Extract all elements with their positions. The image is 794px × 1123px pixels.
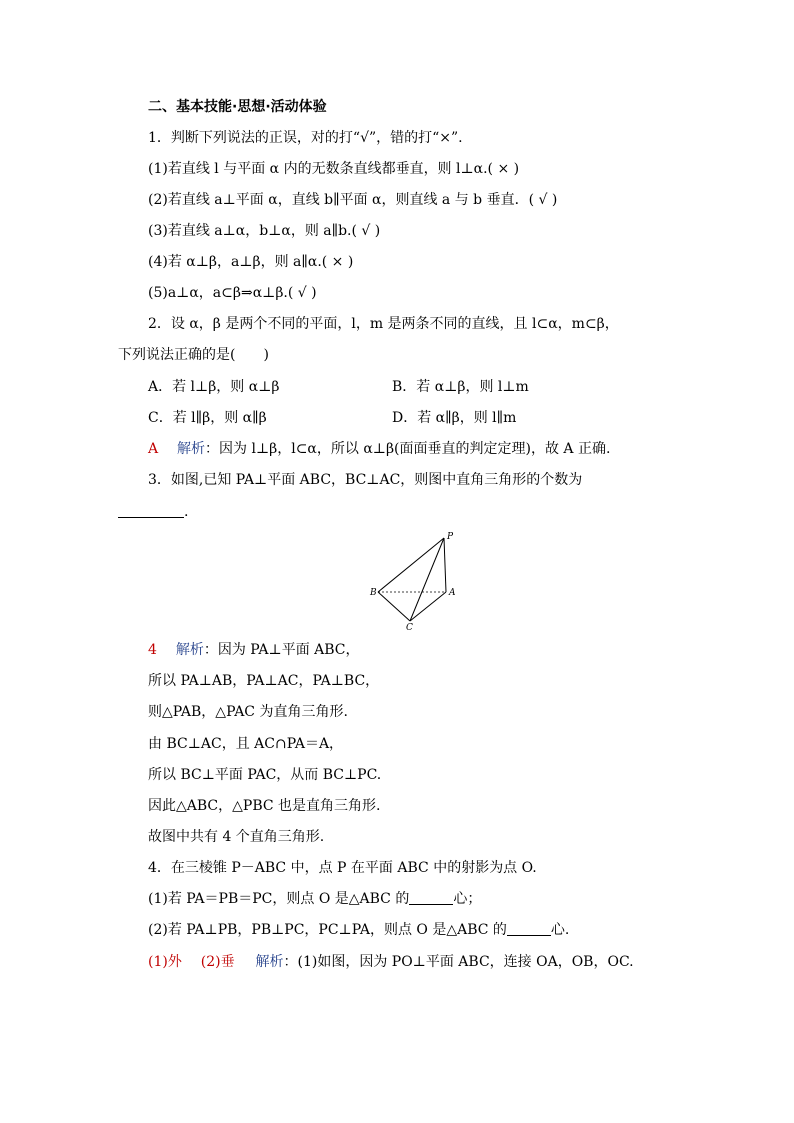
q4-answer-1: (1)外 [148,954,182,970]
edge-pa [444,538,446,592]
q4-part-2 [148,921,569,939]
q2-option-d: D．若 α∥β，则 l∥m [392,410,517,426]
q1-item-4: (4)若 α⊥β，a⊥β，则 a∥α.( × ) [148,254,354,270]
q4-part-2-blank [507,921,551,936]
section-heading: 二、基本技能·思想·活动体验 [148,99,327,115]
q1-item-1: (1)若直线 l 与平面 α 内的无数条直线都垂直，则 l⊥α.( × ) [148,161,520,177]
pyramid-figure [366,530,466,634]
q2-option-b: B．若 α⊥β，则 l⊥m [392,379,529,395]
q4-part-1-suffix: 心； [453,891,482,907]
q4-analysis-label: 解析 [255,954,284,970]
vertex-label-c: C [406,623,413,633]
vertex-label-a: A [449,588,456,598]
q4-part-1-blank [409,890,453,905]
q3-answer: 4 [148,642,157,658]
q2-option-c: C．若 l∥β，则 α∥β [148,410,267,426]
q3-stem-end: . [184,504,189,520]
q3-answer-blank [118,503,184,518]
q3-analysis-line-7: 故图中共有 4 个直角三角形. [148,829,325,845]
q4-part-2-suffix: 心. [550,922,570,938]
q1-item-2: (2)若直线 a⊥平面 α，直线 b∥平面 α，则直线 a 与 b 垂直．( √ ) [148,192,558,208]
q2-analysis-text: ：因为 l⊥β，l⊂α，所以 α⊥β(面面垂直的判定定理)，故 A 正确. [205,441,611,457]
q2-stem-line1: 2．设 α，β 是两个不同的平面，l，m 是两条不同的直线，且 l⊂α，m⊂β， [148,316,619,332]
q4-stem: 4．在三棱锥 P－ABC 中，点 P 在平面 ABC 中的射影为点 O. [148,860,537,876]
q2-option-a: A．若 l⊥β，则 α⊥β [148,379,280,395]
q2-answer-line [148,440,610,458]
q2-stem-line2: 下列说法正确的是( ) [118,347,269,363]
q2-analysis-label: 解析 [177,441,206,457]
q4-answer-line [148,953,634,971]
edge-pc [410,538,444,621]
q4-part-1-text: (1)若 PA＝PB＝PC，则点 O 是△ABC 的 [148,891,410,907]
q1-item-5: (5)a⊥α，a⊂β⇒α⊥β.( √ ) [148,285,317,301]
edge-pb [378,538,444,592]
q4-part-2-text: (2)若 PA⊥PB，PB⊥PC，PC⊥PA，则点 O 是△ABC 的 [148,922,507,938]
q3-analysis-line-3: 则△PAB，△PAC 为直角三角形. [148,704,348,720]
q3-analysis-line-1: ：因为 PA⊥平面 ABC， [203,642,360,658]
q4-answer-2: (2)垂 [200,954,235,970]
q1-item-3: (3)若直线 a⊥α，b⊥α，则 a∥b.( √ ) [148,223,381,239]
q2-answer: A [148,441,159,457]
q4-part-1 [148,890,481,908]
q3-analysis-line-2: 所以 PA⊥AB，PA⊥AC，PA⊥BC， [148,673,380,689]
edge-bc [378,592,410,621]
q3-analysis-line-4: 由 BC⊥AC，且 AC∩PA＝A， [148,736,344,752]
q1-stem: 1．判断下列说法的正误，对的打“√”，错的打“×”. [148,130,463,146]
q3-analysis-line-5: 所以 BC⊥平面 PAC，从而 BC⊥PC. [148,767,382,783]
vertex-label-p: P [447,532,454,542]
q3-blank-line [118,503,188,521]
q3-analysis-label: 解析 [175,642,204,658]
vertex-label-b: B [370,588,377,598]
q3-analysis-line-6: 因此△ABC，△PBC 也是直角三角形. [148,798,381,814]
q4-analysis-text: ：(1)如图，因为 PO⊥平面 ABC，连接 OA，OB，OC. [283,954,634,970]
q3-answer-line [148,641,360,659]
q3-stem: 3．如图,已知 PA⊥平面 ABC，BC⊥AC，则图中直角三角形的个数为 [148,472,583,488]
